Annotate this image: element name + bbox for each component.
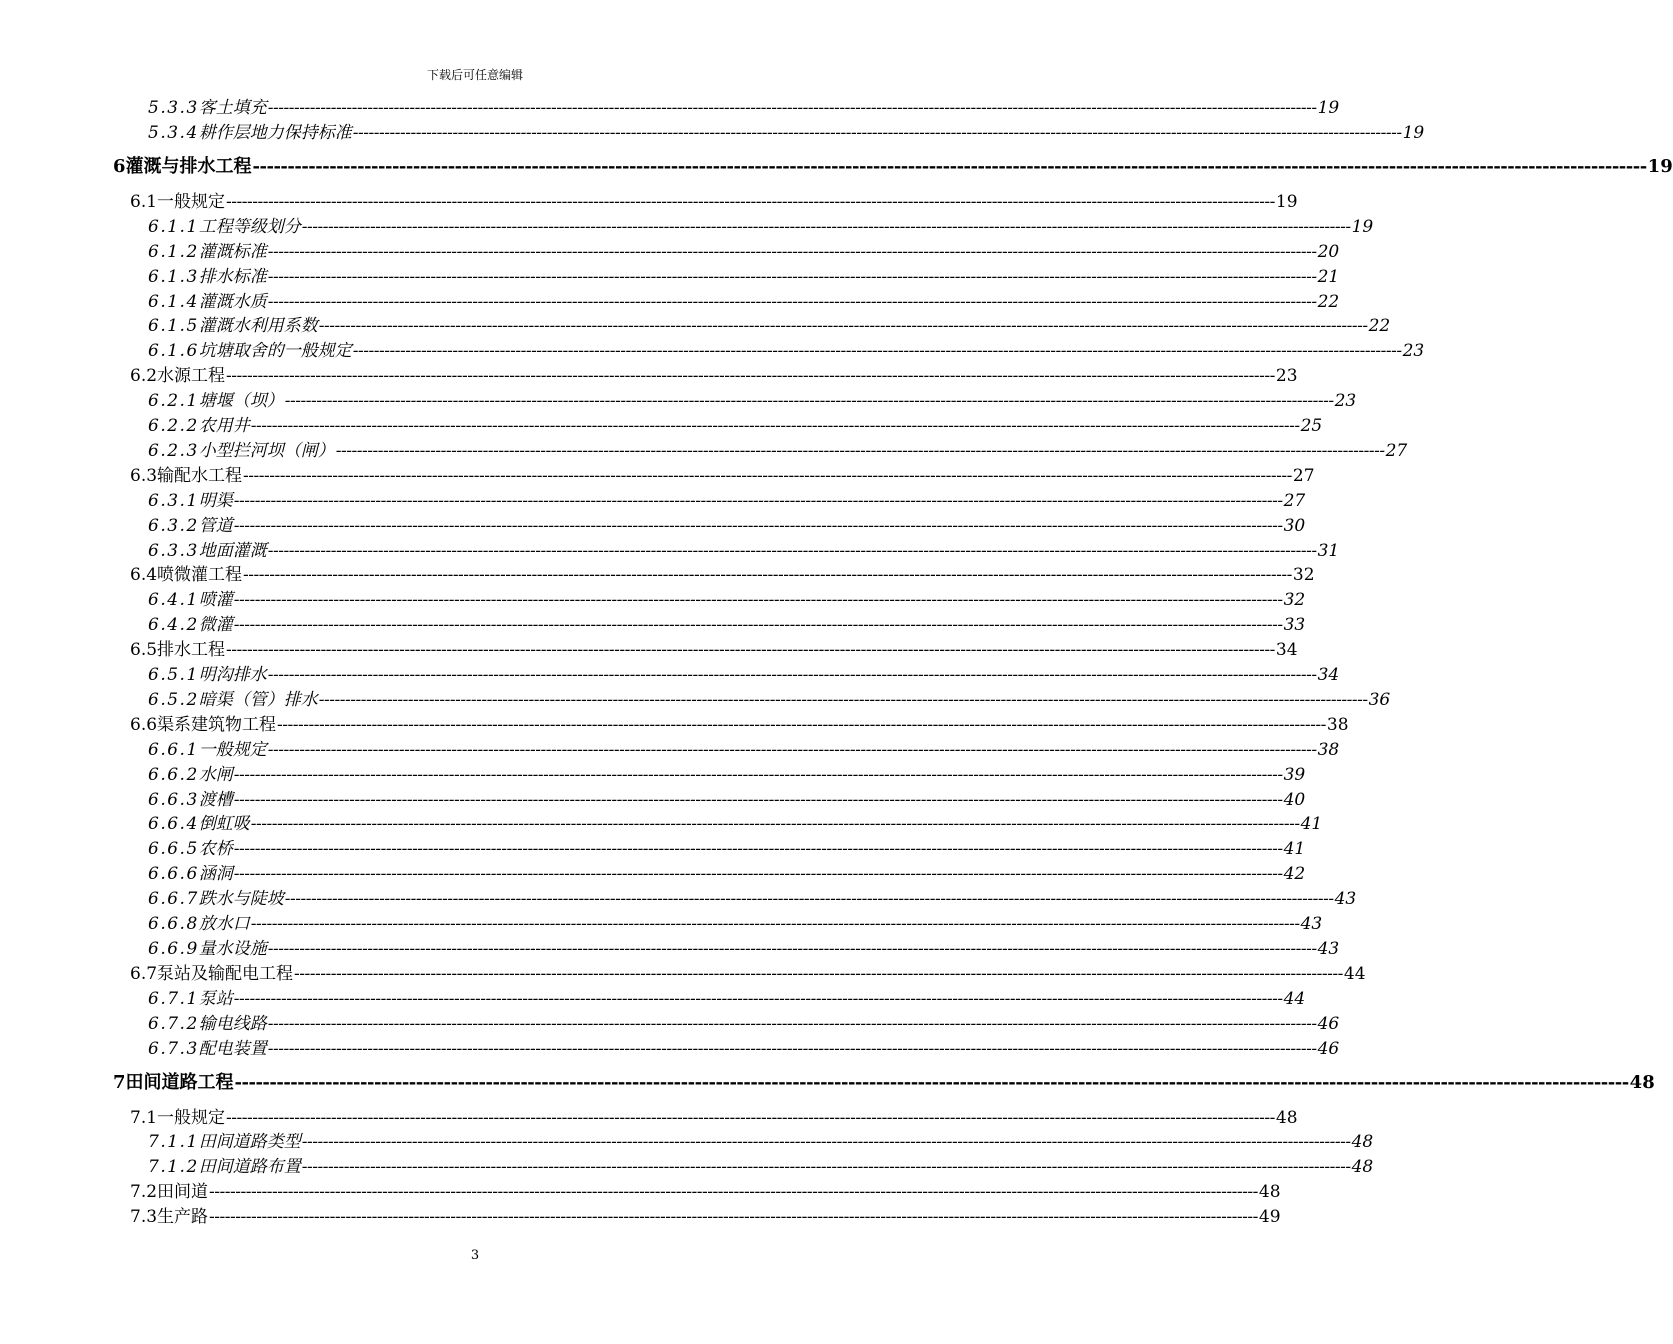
toc-entry-page: 38 (1326, 714, 1349, 735)
toc-entry-number: 5.3.4 (148, 122, 199, 143)
toc-entry-number: 7.2 (130, 1182, 158, 1203)
toc-entry[interactable] (130, 365, 1298, 387)
toc-dot-leader: -------------------------------------------------------------------------------------------------------------------------------------------------------------------------------------------------------- (318, 316, 1368, 337)
toc-entry-page: 19 (1351, 216, 1374, 237)
toc-entry-number: 6.6.8 (148, 914, 199, 934)
toc-dot-leader: -------------------------------------------------------------------------------------------------------------------------------------------------------------------------------------------------------- (250, 914, 1300, 934)
toc-entry-page: 41 (1300, 814, 1323, 835)
toc-entry-number: 6.3 (130, 465, 158, 486)
toc-dot-leader: -------------------------------------------------------------------------------------------------------------------------------------------------------------------------------------------------------- (301, 1132, 1351, 1153)
toc-entry-page: 40 (1283, 789, 1306, 810)
toc-entry-title: 泵站及输配电工程 (157, 963, 294, 984)
toc-entry-page: 48 (1275, 1107, 1298, 1128)
toc-entry-number: 7.1.1 (148, 1132, 199, 1153)
toc-entry[interactable] (130, 714, 1349, 736)
toc-entry-number: 6.2.3 (148, 440, 199, 461)
toc-entry-title: 灌溉水质 (198, 291, 267, 312)
toc-entry-title: 输电线路 (198, 1013, 267, 1034)
toc-dot-leader: -------------------------------------------------------------------------------------------------------------------------------------------------------------------------------------------------------- (209, 1182, 1258, 1203)
toc-entry-number: 6.2 (130, 366, 158, 387)
toc-entry-title: 一般规定 (198, 739, 267, 760)
toc-dot-leader: -------------------------------------------------------------------------------------------------------------------------------------------------------------------------------------------------------- (233, 490, 1283, 511)
toc-dot-leader: -------------------------------------------------------------------------------------------------------------------------------------------------------------------------------------------------------- (294, 963, 1343, 984)
toc-entry[interactable] (148, 315, 1391, 337)
toc-entry-page: 19 (1317, 98, 1340, 118)
toc-entry-number: 6.1.4 (148, 291, 199, 312)
toc-entry[interactable] (148, 216, 1374, 238)
toc-entry-number: 6.1.5 (148, 316, 199, 337)
toc-entry-title: 灌溉标准 (198, 241, 267, 262)
toc-entry-number: 5.3.3 (148, 98, 199, 118)
toc-entry-page: 21 (1317, 266, 1340, 287)
toc-dot-leader: -------------------------------------------------------------------------------------------------------------------------------------------------------------------------------------------------------- (209, 1207, 1258, 1228)
toc-entry-title: 水源工程 (157, 366, 226, 387)
toc-dot-leader: -------------------------------------------------------------------------------------------------------------------------------------------------------------------------------------------------------- (233, 764, 1283, 785)
toc-entry-page: 25 (1300, 416, 1323, 436)
toc-entry-title: 量水设施 (198, 938, 267, 959)
toc-entry[interactable] (148, 689, 1391, 711)
toc-dot-leader: -------------------------------------------------------------------------------------------------------------------------------------------------------------------------------------------------------- (335, 440, 1385, 461)
toc-entry-page: 27 (1292, 465, 1315, 486)
toc-entry[interactable] (148, 1038, 1340, 1060)
toc-dot-leader: -------------------------------------------------------------------------------------------------------------------------------------------------------------------------------------------------------- (267, 938, 1317, 959)
toc-entry-number: 6.7.3 (148, 1038, 199, 1059)
toc-dot-leader: -------------------------------------------------------------------------------------------------------------------------------------------------------------------------------------------------------- (252, 156, 1647, 178)
toc-entry-number: 6.6.5 (148, 839, 199, 860)
toc-dot-leader: -------------------------------------------------------------------------------------------------------------------------------------------------------------------------------------------------------- (267, 1013, 1317, 1034)
toc-entry-title: 微灌 (198, 615, 233, 636)
toc-dot-leader: -------------------------------------------------------------------------------------------------------------------------------------------------------------------------------------------------------- (318, 689, 1368, 710)
toc-entry-title: 泵站 (198, 988, 233, 1009)
toc-dot-leader: -------------------------------------------------------------------------------------------------------------------------------------------------------------------------------------------------------- (352, 341, 1402, 362)
toc-entry-title: 明沟排水 (198, 665, 267, 685)
toc-entry[interactable] (130, 639, 1298, 661)
toc-dot-leader: -------------------------------------------------------------------------------------------------------------------------------------------------------------------------------------------------------- (233, 515, 1283, 536)
toc-dot-leader: -------------------------------------------------------------------------------------------------------------------------------------------------------------------------------------------------------- (267, 241, 1317, 262)
toc-dot-leader: -------------------------------------------------------------------------------------------------------------------------------------------------------------------------------------------------------- (352, 122, 1402, 143)
toc-dot-leader: -------------------------------------------------------------------------------------------------------------------------------------------------------------------------------------------------------- (233, 615, 1283, 636)
toc-entry-title: 灌溉与排水工程 (125, 156, 252, 178)
toc-dot-leader: -------------------------------------------------------------------------------------------------------------------------------------------------------------------------------------------------------- (267, 291, 1317, 312)
toc-entry-page: 46 (1317, 1013, 1340, 1034)
toc-entry-title: 耕作层地力保持标准 (198, 122, 352, 143)
toc-entry-page: 44 (1343, 963, 1366, 984)
toc-entry-title: 渠系建筑物工程 (157, 714, 277, 735)
toc-entry-title: 田间道路布置 (198, 1157, 301, 1178)
toc-entry-page: 23 (1334, 391, 1357, 412)
toc-entry-title: 田间道 (157, 1182, 209, 1203)
toc-entry-title: 配电装置 (198, 1038, 267, 1059)
toc-dot-leader: -------------------------------------------------------------------------------------------------------------------------------------------------------------------------------------------------------- (243, 465, 1292, 486)
toc-dot-leader: -------------------------------------------------------------------------------------------------------------------------------------------------------------------------------------------------------- (267, 1038, 1317, 1059)
toc-entry-page: 43 (1300, 914, 1323, 934)
toc-entry-title: 喷微灌工程 (157, 565, 243, 586)
toc-dot-leader: -------------------------------------------------------------------------------------------------------------------------------------------------------------------------------------------------------- (233, 839, 1283, 860)
toc-entry-page: 39 (1283, 764, 1306, 785)
toc-entry-page: 27 (1385, 440, 1408, 461)
toc-dot-leader: -------------------------------------------------------------------------------------------------------------------------------------------------------------------------------------------------------- (250, 814, 1300, 835)
toc-dot-leader: -------------------------------------------------------------------------------------------------------------------------------------------------------------------------------------------------------- (267, 665, 1317, 685)
toc-dot-leader: -------------------------------------------------------------------------------------------------------------------------------------------------------------------------------------------------------- (233, 864, 1283, 885)
toc-entry[interactable] (148, 838, 1306, 860)
toc-entry-number: 6.3.2 (148, 515, 199, 536)
toc-entry-title: 放水口 (198, 914, 250, 934)
toc-entry-number: 7 (113, 1072, 126, 1093)
toc-entry-page: 48 (1629, 1072, 1655, 1093)
toc-entry-number: 7.3 (130, 1207, 158, 1228)
toc-entry[interactable] (130, 1107, 1298, 1129)
toc-entry[interactable] (148, 340, 1425, 362)
toc-entry-page: 22 (1317, 291, 1340, 312)
toc-entry-page: 49 (1258, 1207, 1281, 1228)
toc-entry[interactable] (148, 789, 1306, 811)
toc-entry-number: 6.6.6 (148, 864, 199, 885)
toc-entry[interactable] (148, 739, 1340, 761)
toc-entry[interactable] (148, 390, 1357, 412)
toc-entry[interactable] (148, 440, 1408, 462)
toc-dot-leader: -------------------------------------------------------------------------------------------------------------------------------------------------------------------------------------------------------- (267, 266, 1317, 287)
toc-entry-page: 32 (1283, 590, 1306, 611)
toc-entry[interactable] (148, 490, 1306, 512)
toc-entry-title: 塘堰（坝） (198, 391, 284, 412)
toc-dot-leader: -------------------------------------------------------------------------------------------------------------------------------------------------------------------------------------------------------- (267, 540, 1317, 561)
toc-entry-number: 6.7.2 (148, 1013, 199, 1034)
toc-entry-title: 渡槽 (198, 789, 233, 810)
toc-entry-page: 22 (1368, 316, 1391, 337)
toc-dot-leader: -------------------------------------------------------------------------------------------------------------------------------------------------------------------------------------------------------- (226, 640, 1275, 661)
toc-entry-number: 7.1 (130, 1107, 158, 1128)
toc-entry-title: 涵洞 (198, 864, 233, 885)
toc-entry[interactable] (130, 191, 1298, 213)
toc-entry[interactable] (113, 156, 1673, 178)
toc-entry-page: 38 (1317, 739, 1340, 760)
toc-entry-page: 23 (1275, 366, 1298, 387)
toc-dot-leader: -------------------------------------------------------------------------------------------------------------------------------------------------------------------------------------------------------- (284, 391, 1334, 412)
toc-entry-title: 明渠 (198, 490, 233, 511)
toc-dot-leader: -------------------------------------------------------------------------------------------------------------------------------------------------------------------------------------------------------- (243, 565, 1292, 586)
toc-entry-number: 7.1.2 (148, 1157, 199, 1178)
toc-entry-page: 32 (1292, 565, 1315, 586)
toc-entry-page: 48 (1351, 1157, 1374, 1178)
toc-entry-page: 33 (1283, 615, 1306, 636)
toc-entry-title: 田间道路类型 (198, 1132, 301, 1153)
toc-entry-page: 23 (1402, 341, 1425, 362)
toc-entry-page: 34 (1317, 665, 1340, 685)
toc-entry-number: 6.6.7 (148, 889, 199, 910)
toc-entry-title: 输配水工程 (157, 465, 243, 486)
toc-entry-page: 41 (1283, 839, 1306, 860)
toc-dot-leader: -------------------------------------------------------------------------------------------------------------------------------------------------------------------------------------------------------- (234, 1072, 1629, 1093)
toc-entry-number: 6.7 (130, 963, 158, 984)
toc-entry-number: 6.4 (130, 565, 158, 586)
toc-entry[interactable] (148, 291, 1340, 313)
toc-entry-number: 6.6 (130, 714, 158, 735)
toc-entry[interactable] (148, 888, 1357, 910)
toc-entry-number: 6.4.1 (148, 590, 199, 611)
toc-entry-number: 6.6.1 (148, 739, 199, 760)
toc-entry[interactable] (148, 938, 1340, 960)
toc-entry-title: 灌溉水利用系数 (198, 316, 318, 337)
page-number: 3 (470, 1248, 480, 1263)
toc-entry[interactable] (113, 1072, 1655, 1094)
toc-entry-title: 管道 (198, 515, 233, 536)
toc-dot-leader: -------------------------------------------------------------------------------------------------------------------------------------------------------------------------------------------------------- (226, 1107, 1275, 1128)
toc-dot-leader: -------------------------------------------------------------------------------------------------------------------------------------------------------------------------------------------------------- (250, 416, 1300, 436)
toc-entry-page: 19 (1275, 191, 1298, 212)
toc-entry-title: 一般规定 (157, 191, 226, 212)
toc-entry-title: 小型拦河坝（闸） (198, 440, 335, 461)
toc-entry[interactable] (148, 863, 1306, 885)
toc-entry-title: 跌水与陡坡 (198, 889, 284, 910)
toc-entry-page: 44 (1283, 988, 1306, 1009)
toc-entry[interactable] (148, 122, 1425, 144)
page-header: 下载后可任意编辑 (426, 68, 523, 82)
toc-entry-page: 46 (1317, 1038, 1340, 1059)
toc-entry-page: 34 (1275, 640, 1298, 661)
toc-entry[interactable] (148, 266, 1340, 288)
toc-entry-title: 客土填充 (198, 98, 267, 118)
toc-entry-number: 6.3.3 (148, 540, 199, 561)
toc-entry-number: 6.1.2 (148, 241, 199, 262)
toc-entry[interactable] (148, 1131, 1374, 1153)
toc-dot-leader: -------------------------------------------------------------------------------------------------------------------------------------------------------------------------------------------------------- (226, 191, 1275, 212)
toc-entry-title: 排水工程 (157, 640, 226, 661)
toc-entry[interactable] (148, 913, 1323, 935)
toc-entry-title: 一般规定 (157, 1107, 226, 1128)
toc-entry-number: 6.1.6 (148, 341, 199, 362)
toc-entry[interactable] (148, 614, 1306, 636)
toc-entry-number: 6.2.2 (148, 416, 199, 436)
toc-entry-title: 田间道路工程 (125, 1072, 234, 1093)
toc-entry[interactable] (148, 415, 1323, 437)
toc-entry[interactable] (148, 589, 1306, 611)
toc-entry-page: 42 (1283, 864, 1306, 885)
toc-entry-number: 6.5.1 (148, 665, 199, 685)
toc-entry-number: 6.5 (130, 640, 158, 661)
toc-entry[interactable] (148, 813, 1323, 835)
toc-entry-page: 30 (1283, 515, 1306, 536)
toc-entry-page: 27 (1283, 490, 1306, 511)
toc-dot-leader: -------------------------------------------------------------------------------------------------------------------------------------------------------------------------------------------------------- (267, 98, 1317, 118)
toc-dot-leader: -------------------------------------------------------------------------------------------------------------------------------------------------------------------------------------------------------- (301, 1157, 1351, 1178)
toc-entry-page: 19 (1402, 122, 1425, 143)
toc-entry-number: 6.5.2 (148, 689, 199, 710)
toc-entry[interactable] (148, 764, 1306, 786)
toc-dot-leader: -------------------------------------------------------------------------------------------------------------------------------------------------------------------------------------------------------- (301, 216, 1351, 237)
toc-entry-number: 6.3.1 (148, 490, 199, 511)
toc-dot-leader: -------------------------------------------------------------------------------------------------------------------------------------------------------------------------------------------------------- (226, 366, 1275, 387)
toc-entry-number: 6 (113, 156, 126, 178)
toc-entry-title: 水闸 (198, 764, 233, 785)
toc-entry-title: 生产路 (157, 1207, 209, 1228)
toc-entry-page: 31 (1317, 540, 1340, 561)
toc-entry-number: 6.6.9 (148, 938, 199, 959)
toc-entry-number: 6.4.2 (148, 615, 199, 636)
toc-entry-page: 43 (1317, 938, 1340, 959)
toc-entry-page: 19 (1647, 156, 1673, 178)
toc-entry-number: 6.6.4 (148, 814, 199, 835)
toc-entry[interactable] (130, 465, 1315, 487)
toc-entry-title: 倒虹吸 (198, 814, 250, 835)
toc-entry-number: 6.6.2 (148, 764, 199, 785)
toc-dot-leader: -------------------------------------------------------------------------------------------------------------------------------------------------------------------------------------------------------- (233, 789, 1283, 810)
toc-entry-page: 20 (1317, 241, 1340, 262)
toc-entry-number: 6.7.1 (148, 988, 199, 1009)
toc-entry-number: 6.2.1 (148, 391, 199, 412)
toc-entry[interactable] (148, 540, 1340, 562)
toc-dot-leader: -------------------------------------------------------------------------------------------------------------------------------------------------------------------------------------------------------- (233, 590, 1283, 611)
toc-entry[interactable] (148, 988, 1306, 1010)
toc-entry-page: 48 (1351, 1132, 1374, 1153)
toc-dot-leader: -------------------------------------------------------------------------------------------------------------------------------------------------------------------------------------------------------- (233, 988, 1283, 1009)
toc-entry[interactable] (148, 241, 1340, 263)
toc-entry-page: 36 (1368, 689, 1391, 710)
toc-entry[interactable] (148, 664, 1340, 686)
toc-entry[interactable] (130, 564, 1315, 586)
toc-entry-number: 6.1.1 (148, 216, 199, 237)
toc-entry-page: 43 (1334, 889, 1357, 910)
toc-entry[interactable] (130, 963, 1366, 985)
toc-dot-leader: -------------------------------------------------------------------------------------------------------------------------------------------------------------------------------------------------------- (267, 739, 1317, 760)
toc-entry-title: 工程等级划分 (198, 216, 301, 237)
toc-dot-leader: -------------------------------------------------------------------------------------------------------------------------------------------------------------------------------------------------------- (284, 889, 1334, 910)
toc-entry-title: 暗渠（管）排水 (198, 689, 318, 710)
toc-entry-title: 地面灌溉 (198, 540, 267, 561)
toc-entry[interactable] (130, 1181, 1281, 1203)
toc-entry-number: 6.6.3 (148, 789, 199, 810)
toc-entry-number: 6.1 (130, 191, 158, 212)
toc-entry[interactable] (130, 1206, 1281, 1228)
toc-entry-title: 坑塘取舍的一般规定 (198, 341, 352, 362)
toc-entry[interactable] (148, 1013, 1340, 1035)
toc-entry-page: 48 (1258, 1182, 1281, 1203)
toc-entry-number: 6.1.3 (148, 266, 199, 287)
toc-entry[interactable] (148, 97, 1340, 119)
toc-entry-title: 排水标准 (198, 266, 267, 287)
toc-entry-title: 农桥 (198, 839, 233, 860)
toc-dot-leader: -------------------------------------------------------------------------------------------------------------------------------------------------------------------------------------------------------- (277, 714, 1326, 735)
toc-entry[interactable] (148, 1156, 1374, 1178)
toc-entry-title: 喷灌 (198, 590, 233, 611)
toc-entry-title: 农用井 (198, 416, 250, 436)
toc-entry[interactable] (148, 515, 1306, 537)
